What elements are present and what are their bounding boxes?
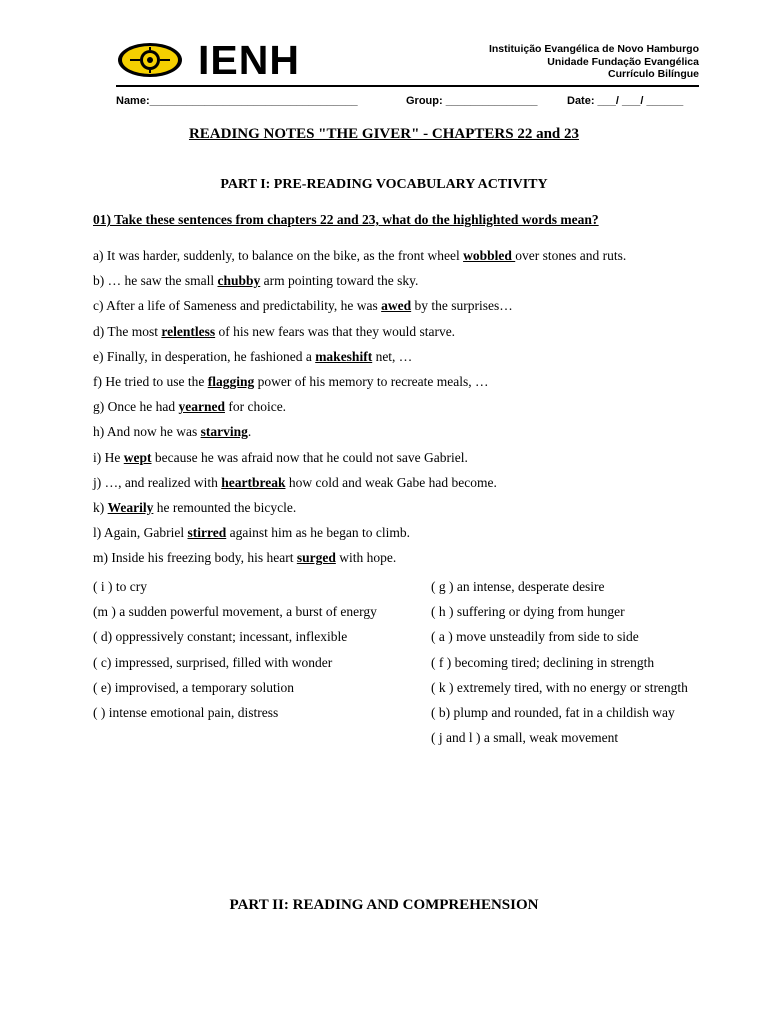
definition-item[interactable]: ( e) improvised, a temporary solution	[93, 679, 294, 695]
sentence-text: net, …	[372, 348, 413, 364]
sentence-text: j) …, and realized with	[93, 474, 222, 490]
sentence-item	[93, 247, 626, 272]
sentence-text: arm pointing toward the sky.	[260, 273, 419, 289]
institution-line: Instituição Evangélica de Novo Hamburgo	[488, 43, 699, 55]
brand-logotype: IENH	[198, 37, 300, 83]
sentence-text: .	[247, 424, 252, 440]
definition-item[interactable]: ( j and l ) a small, weak movement	[431, 730, 619, 746]
sentence-text: over stones and ruts.	[515, 248, 627, 263]
sentence-item	[93, 524, 626, 549]
definition-item[interactable]: ( b) plump and rounded, fat in a childish way	[431, 705, 675, 721]
definition-item[interactable]: ( g ) an intense, desperate desire	[431, 579, 605, 594]
highlighted-word: Wearily	[107, 499, 154, 515]
definition-item[interactable]: (m ) a sudden powerful movement, a burst of energy	[93, 604, 377, 620]
part1-heading: PART I: PRE-READING VOCABULARY ACTIVITY	[220, 177, 548, 192]
sentence-text: by the surprises…	[411, 298, 513, 314]
sentence-text: b) … he saw the small	[93, 273, 218, 289]
header-divider	[116, 85, 699, 87]
highlighted-word: chubby	[217, 273, 261, 289]
sentence-item	[93, 348, 626, 373]
institution-line: Currículo Bilíngue	[607, 68, 699, 80]
highlighted-word: wobbled	[463, 248, 516, 263]
sentence-text: i) He	[93, 449, 124, 465]
sentence-item	[93, 474, 626, 499]
question-instruction: 01) Take these sentences from chapters 22 and 23, what do the highlighted words mean?	[93, 212, 599, 227]
sentence-text: with hope.	[335, 550, 397, 566]
sentence-text: against him as he began to climb.	[226, 525, 410, 541]
highlighted-word: makeshift	[315, 348, 373, 364]
name-field[interactable]: Name:__________________________________	[116, 95, 358, 107]
sentence-text: how cold and weak Gabe had become.	[285, 474, 497, 490]
sentence-item	[93, 398, 626, 423]
sentence-text: k)	[93, 499, 108, 515]
sentence-text: power of his memory to recreate meals, …	[254, 373, 489, 389]
sentence-text: l) Again, Gabriel	[93, 525, 188, 541]
highlighted-word: yearned	[178, 399, 225, 415]
sentence-text: d) The most	[93, 323, 162, 339]
highlighted-word: relentless	[161, 323, 216, 339]
highlighted-word: awed	[381, 298, 412, 314]
definitions-left-column	[93, 574, 413, 725]
definitions-right-column	[431, 574, 741, 750]
part2-heading: PART II: READING AND COMPREHENSION	[229, 897, 539, 913]
sentence-text: a) It was harder, suddenly, to balance on the bike, as the front wheel	[93, 248, 464, 263]
sentence-item	[93, 499, 626, 524]
sentence-item	[93, 449, 626, 474]
sentence-text: m) Inside his freezing body, his heart	[93, 550, 297, 566]
sentence-text: for choice.	[224, 399, 287, 415]
sentence-text: h) And now he was	[93, 424, 201, 440]
page-title: READING NOTES "THE GIVER" - CHAPTERS 22 and 23	[188, 126, 580, 142]
sentence-text: g) Once he had	[93, 399, 179, 415]
highlighted-word: surged	[296, 550, 336, 566]
highlighted-word: heartbreak	[221, 474, 286, 490]
sentence-list	[93, 247, 626, 574]
highlighted-word: starving	[200, 424, 248, 440]
date-field[interactable]: Date: ___/ ___/ ______	[567, 95, 684, 107]
group-field[interactable]: Group: _______________	[406, 95, 538, 107]
sentence-text: because he was afraid now that he could not save Gabriel.	[151, 449, 468, 465]
definition-item[interactable]: ( i ) to cry	[93, 579, 147, 594]
sentence-item	[93, 323, 626, 348]
definition-item[interactable]: ( k ) extremely tired, with no energy or strength	[431, 679, 688, 695]
highlighted-word: stirred	[187, 525, 227, 541]
definition-item[interactable]: ( f ) becoming tired; declining in strength	[431, 654, 655, 670]
sentence-text: he remounted the bicycle.	[153, 499, 297, 515]
sentence-text: f) He tried to use the	[93, 373, 208, 389]
sentence-text: e) Finally, in desperation, he fashioned a	[93, 348, 316, 364]
institution-line: Unidade Fundação Evangélica	[547, 55, 699, 68]
sentence-item	[93, 297, 626, 322]
definition-item[interactable]: ( ) intense emotional pain, distress	[93, 705, 279, 721]
institution-name	[489, 43, 699, 81]
sentence-text: c) After a life of Sameness and predictability, he was	[93, 298, 382, 314]
sentence-text: of his new fears was that they would starve.	[215, 323, 456, 339]
highlighted-word: wept	[123, 449, 152, 465]
sentence-item	[93, 549, 626, 574]
definition-item[interactable]: ( h ) suffering or dying from hunger	[431, 604, 625, 620]
definition-item[interactable]: ( d) oppressively constant; incessant, inflexible	[93, 629, 348, 645]
sentence-item	[93, 373, 626, 398]
school-logo-icon	[116, 41, 184, 79]
definition-item[interactable]: ( c) impressed, surprised, filled with wonder	[93, 654, 333, 670]
sentence-item	[93, 272, 626, 297]
sentence-item	[93, 423, 626, 448]
definition-item[interactable]: ( a ) move unsteadily from side to side	[431, 629, 639, 645]
highlighted-word: flagging	[207, 373, 255, 389]
